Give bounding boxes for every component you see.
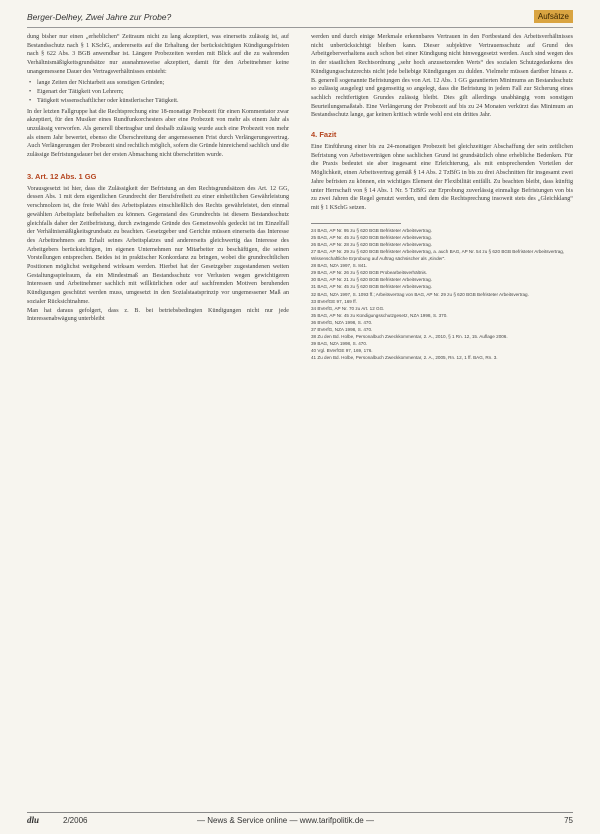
right-paragraph-1: werden und durch einige Merkmale erkennbares Vertrauen in den Fortbestand des Arbeitsverhältnisses nicht unberücksichtigt bleiben kann. Dieser subjektive Vertrauensschutz auf Grund des Arbeitgeberverhaltens auch schon bei einer Kündigung nicht hinweggesetzt werden. Auch sind wegen des in der staatlichen Rechtsordnung „sehr hoch anzusetzenden Werts“ des sozialen Schutzgedankens des Kündigungsschutzrechts nicht jede beliebige Kündigungen zu dulden. Vielmehr müssen darüber hinaus z. B. generell sogenannte Befristungen des von Art. 12 Abs. 1 GG garantierten Minimums an Bestandsschutz so zulässig ausgelegt und gegenseitig so angelegt, dass die Befristung in jedem Fall zur Sicherung eines sachlich rechtfertigten Grundes zulässig bleibt. Dies gilt allerdings unabhängig vom sonstigen Beurteilungsmaßstab. Eine Verlängerung der Probezeit auf bis zu 24 Monaten verkürzt das Minimum an Bestandsschutz lange, gar keinen kritisch würde wohl erst ein drittes Jahr. (311, 34, 573, 119)
page-number: 75 (564, 816, 573, 825)
footnote: 34 BVerfG, AP Nr. 70 zu Art. 12 GG. (311, 305, 385, 311)
footer-link[interactable]: — News & Service online — www.tarifpolitik.de — (197, 816, 374, 825)
left-paragraph-4: Man hat daraus gefolgert, dass z. B. bei betriebsbedingten Kündigungen nicht nur jede Interessenabwägung unterbleibt (27, 307, 289, 323)
bullet-item (27, 88, 289, 97)
section-heading-4: 4. Fazit (311, 130, 337, 140)
footnote: 35 BAG, AP Nr. 45 zu Kündigungsschutzgesetz, NZA 1998, S. 370. (311, 312, 448, 318)
right-column (311, 33, 573, 361)
bullet-icon: • (29, 97, 32, 104)
footnotes (311, 227, 573, 362)
footnote: 29 BAG, AP Nr. 26 zu § 620 BGB Probearbeitsverhältnis. (311, 270, 428, 276)
footnote: 28 BAG, NZA 1997, S. 841. (311, 263, 368, 269)
footnote: 40 Vgl. BVerfGE 97, 169, 176. (311, 348, 373, 354)
header-rule (27, 27, 573, 28)
footnote: 24 BAG, AP Nr. 95 zu § 620 BGB Befristeter Arbeitsvertrag. (311, 227, 432, 233)
footnote: 25 BAG, AP Nr. 45 zu § 620 BGB Befristeter Arbeitsvertrag. (311, 234, 432, 240)
bullet-text: Eigenart der Tätigkeit von Lehrern; (37, 88, 124, 95)
footnote: 31 BAG, AP Nr. 45 zu § 620 BGB Befristeter Arbeitsvertrag. (311, 284, 432, 290)
footnote-rule (311, 223, 401, 224)
footnote: 39 BAG, NZA 1998, S. 470. (311, 341, 368, 347)
bullet-text: Tätigkeit wissenschaftlicher oder künstlerischer Tätigkeit. (37, 97, 179, 104)
bullet-icon: • (29, 88, 32, 95)
bullet-list (27, 79, 289, 106)
bullet-item (27, 97, 289, 106)
footnote: 41 Zu den Bd. Holbe, Personalbuch Zweckkommentar, 2. A., 2005, Rn. 12, 1 ff. BAG, Rn. 3. (311, 355, 498, 361)
issue-number: 2/2006 (63, 816, 88, 825)
footnote: 26 BAG, AP Nr. 28 zu § 620 BGB Befristeter Arbeitsvertrag. (311, 241, 432, 247)
bullet-icon: • (29, 79, 32, 86)
footnote: 32 BAG, NZA 1997, S. 1093 ff.; Arbeitsvertrag von BAG, AP Nr. 29 zu § 620 BGB Befristeter Arbeitsvertrag. (311, 291, 529, 297)
left-paragraph-3: Vorausgesetzt ist hier, dass die Zulässigkeit der Befristung an den Rechtsgrundsätzen des Art. 12 GG, dessen Abs. 1 mit dem eigentlichen Grundrecht der Berufsfreiheit zu einer einheitlichen Gewährleistung verschmolzen ist, die freie Wahl des Arbeitsplatzes einschließlich des Rechts gewährleistet, den einmal gewählten Arbeitsplatz beibehalten zu können. Gegenstand des Grundrechts ist diesem Bestandsschutz gleichfalls daher der Zeitbefristung, durch zwingende Gründe des Gemeinwohls gedeckt ist im Einzelfall der Verhältnismäßigkeitsgrundsatz zu beachten. Gesetzgeber und Gerichte müssen einerseits das Interesse des Arbeitnehmers am Erhalt seines Arbeitsplatzes und andererseits gleichwertig das Interesse des Arbeitgebers berücksichtigen, im eigenen Unternehmen nur Mitarbeiter zu beschäftigen, die seinen Vorstellungen entsprechen. Beides ist in praktischer Konkordanz zu bringen, wobei die grundrechtlichen Positionen möglichst weitgehend wirksam werden. Hierbei hat der Gesetzgeber zugestandenen weiten Gestaltungsspielraum, da ein Mindestmaß an Bestandsschutz vor Verlusten wegen gewichtigeren Interessen und Arbeitnehmer sachlich mit willkürlichen oder auf sachfremden Motiven beruhenden Kündigungen geschützt werden muss, umgesetzt in den Sozialstaatsprinzip vor ungemessener Maß an sozialer Rücksichtnahme. (27, 185, 289, 305)
footnote: 38 Zu den Bd. Holbe, Personalbuch Zweckkommentar, 2. A., 2010, § 1 Rn. 12, 15. Auflage 2006. (311, 334, 508, 340)
bullet-text: lange Zeiten der Nichtarbeit aus sonstigen Gründen; (37, 79, 165, 86)
footer-rule (27, 812, 573, 813)
running-header (27, 10, 573, 26)
section-label: Aufsätze (534, 10, 573, 23)
footnote: 37 BVerfG, NZA 1998, S. 470. (311, 326, 373, 332)
left-paragraph-2: In der letzten Fallgruppe hat die Rechtsprechung eine 18-monatige Probezeit für einen Kommentator zwar akzeptiert, für den Musiker eines Rundfunkorchesters aber eine Probezeit von mehr als einem Jahr als unzulässig verworfen. Als generell übertragbar und deshalb zulässig wurde auch eine Probezeit von mehr als einem Jahr bewertet, ebenso die Überschreitung der angemessenen Frist durch Verlängerungsvertrag. Auch Verlängerungen der Probezeit sind rechtlich möglich, sofern die Gründe hinreichend sachlich und die zulässige Befristungsdauer bei der ersten Abmachung nicht überschritten wurde. (27, 108, 289, 159)
left-paragraph-1: dung bisher nur einen „erheblichen“ Zeitraum nicht zu lang akzeptiert, was einerseits zulässig ist, auf Bestandsschutz nach § 1 KSchG, andererseits auf die Erhaltung der berücksichtigten Kündigungsfristen nach § 622 Abs. 3 BGB anwendbar ist. Längere Probezeiten werden mit Blick auf die zu wahrenden Verhältnismäßigkeitsgrundsätze nur ausnahmsweise akzeptiert, damit für den Arbeitnehmer keine unangemessene Dauer des Vertragsverhältnisses entsteht: (27, 34, 289, 75)
running-title: Berger-Delhey, Zwei Jahre zur Probe? (27, 12, 172, 22)
footnote: 33 BVerfGE 97, 169 ff. (311, 298, 357, 304)
right-paragraph-2: Eine Einführung einer bis zu 24-monatigen Probezeit bei gleichzeitiger Abschaffung der sein zeitlichen Befristung von Arbeitsverträgen ohne sachlichen Grund ist grundsätzlich ohne erhebliche Bedenken. Für die Praxis bedeutet sie aber insgesamt eine Erleichterung, als mit entsprechenden Vorteilen der Möglichkeit, einen Arbeitsvertrag gemäß § 14 Abs. 2 TzBfG in bis zu drei Abschnitten für insgesamt zwei Jahre befristen zu können, ein wichtiges Element der Flexibilität entfällt. Zu beachten bleibt, dass künftig unter Herrschaft von § 14 Abs. 1 Nr. 5 TzBfG zur Erprobung zuverlässig einmalige Befristungen von bis zu zwei Jahren die Regel genutzt werden, und dem die Rechtsprechung insoweit stets des „Gleichklang“ mit § 1 KSchG setzen. (311, 144, 573, 211)
footnote: 27 BAG, AP Nr. 29 zu § 620 BGB Befristeter Arbeitsvertrag, a. auch BAG, AP Nr. 54 zu § 620 BGB Befristeter Arbeitsvertrag, Wissenschaftliche Erprobung auf Auftrag sächsischer als „Kinder“. (311, 248, 565, 262)
page-footer (27, 814, 573, 828)
bullet-item (27, 79, 289, 88)
section-heading-3: 3. Art. 12 Abs. 1 GG (27, 171, 97, 181)
footnote: 36 BVerfG, NZA 1998, S. 470. (311, 319, 373, 325)
footnote: 30 BAG, AP Nr. 21 zu § 620 BGB Befristeter Arbeitsvertrag. (311, 277, 432, 283)
left-column (27, 33, 289, 324)
journal-logo: dlu (27, 815, 40, 825)
